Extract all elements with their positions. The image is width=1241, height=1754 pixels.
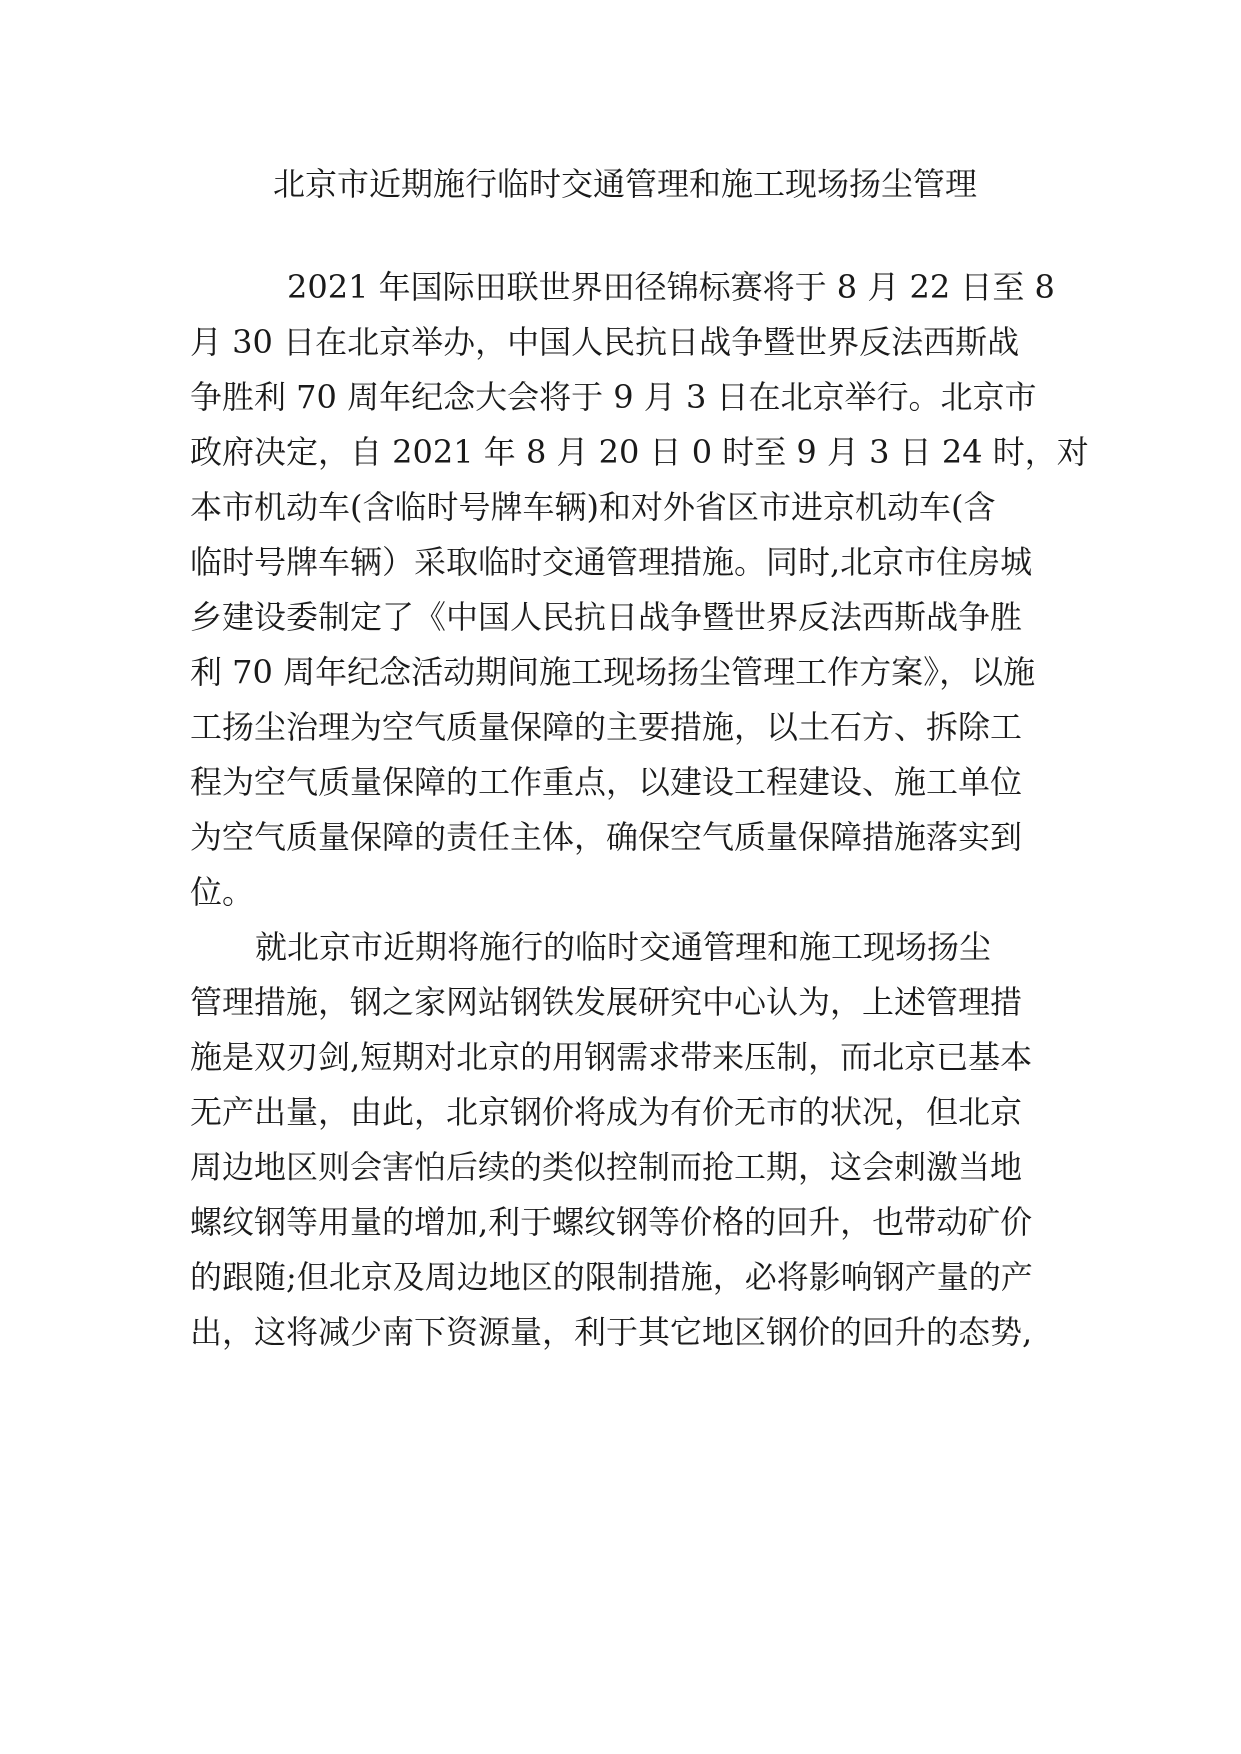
paragraph-2-line-6: 螺纹钢等用量的增加,利于螺纹钢等价格的回升，也带动矿价 — [190, 1203, 1033, 1241]
paragraph-2-line-1: 就北京市近期将施行的临时交通管理和施工现场扬尘 — [255, 928, 992, 966]
paragraph-1-line-1: 2021 年国际田联世界田径锦标赛将于 8 月 22 日至 8 — [287, 268, 1055, 306]
paragraph-2-line-5: 周边地区则会害怕后续的类似控制而抢工期，这会刺激当地 — [190, 1148, 1023, 1186]
document-title: 北京市近期施行临时交通管理和施工现场扬尘管理 — [272, 165, 977, 203]
paragraph-2-line-8: 出，这将减少南下资源量，利于其它地区钢价的回升的态势, — [190, 1313, 1033, 1351]
paragraph-1-line-3: 争胜利 70 周年纪念大会将于 9 月 3 日在北京举行。北京市 — [190, 378, 1037, 416]
paragraph-1-line-4: 政府决定，自 2021 年 8 月 20 日 0 时至 9 月 3 日 24 时，对 — [190, 433, 1089, 471]
paragraph-1-line-9: 工扬尘治理为空气质量保障的主要措施，以土石方、拆除工 — [190, 708, 1023, 746]
paragraph-1-line-12: 位。 — [190, 873, 255, 911]
paragraph-2-line-7: 的跟随;但北京及周边地区的限制措施，必将影响钢产量的产 — [190, 1258, 1033, 1296]
paragraph-2-line-4: 无产出量，由此，北京钢价将成为有价无市的状况，但北京 — [190, 1093, 1023, 1131]
paragraph-1-line-5: 本市机动车(含临时号牌车辆)和对外省区市进京机动车(含 — [190, 488, 996, 526]
paragraph-2-line-2: 管理措施，钢之家网站钢铁发展研究中心认为，上述管理措 — [190, 983, 1023, 1021]
paragraph-2-line-3: 施是双刃剑,短期对北京的用钢需求带来压制，而北京已基本 — [190, 1038, 1033, 1076]
paragraph-1-line-8: 利 70 周年纪念活动期间施工现场扬尘管理工作方案》，以施 — [190, 653, 1036, 691]
paragraph-1-line-11: 为空气质量保障的责任主体，确保空气质量保障措施落实到 — [190, 818, 1023, 856]
paragraph-1-line-7: 乡建设委制定了《中国人民抗日战争暨世界反法西斯战争胜 — [190, 598, 1023, 636]
paragraph-1-line-10: 程为空气质量保障的工作重点，以建设工程建设、施工单位 — [190, 763, 1023, 801]
paragraph-1-line-2: 月 30 日在北京举办，中国人民抗日战争暨世界反法西斯战 — [190, 323, 1020, 361]
paragraph-1-line-6: 临时号牌车辆）采取临时交通管理措施。同时,北京市住房城 — [190, 543, 1033, 581]
